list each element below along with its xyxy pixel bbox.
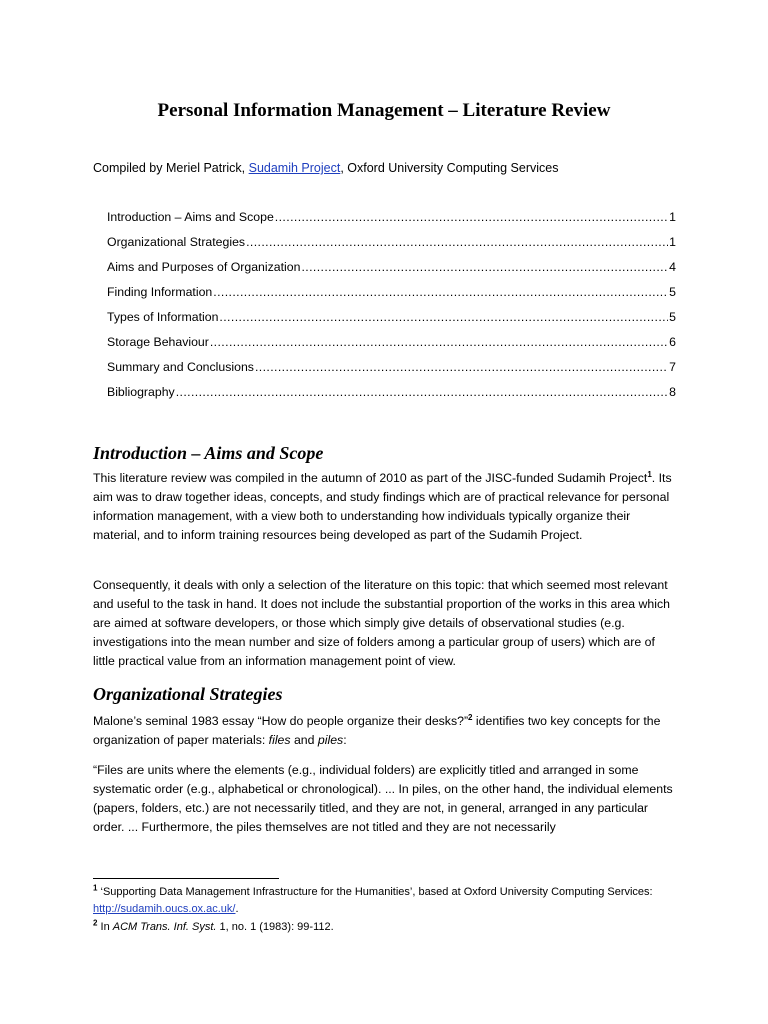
toc-page-number: 1 [669,210,676,224]
toc-entry-aims-and-purposes[interactable] [107,260,676,285]
toc-leader [246,235,668,249]
toc-label: Summary and Conclusions [107,360,254,374]
toc-page-number: 6 [669,335,676,349]
sudamih-url-link[interactable]: http://sudamih.oucs.ox.ac.uk/ [93,903,236,915]
footnote-ref-2[interactable]: 2 [468,712,473,722]
compiled-prefix: Compiled by Meriel Patrick, [93,161,249,175]
intro-p1-text: This literature review was compiled in the autumn of 2010 as part of the JISC-funded Sudamih Project [93,471,648,485]
intro-p1-text-cont: . Its aim was to draw together ideas, concepts, and study findings which are of practical relevance for personal information management, with a view both to understanding how individuals typically organize their material, and to inform training resources being developed as part of the Sudamih Project. [93,471,672,542]
toc-label: Aims and Purposes of Organization [107,260,301,274]
term-piles: piles [317,733,344,747]
footnote-1-text: ‘Supporting Data Management Infrastructure for the Humanities’, based at Oxford University Computing Services: [97,886,653,898]
footnote-1-number: 1 [93,883,98,893]
toc-page-number: 5 [669,310,676,324]
toc-page-number: 4 [669,260,676,274]
toc-leader [176,385,668,399]
org-p1-text-cont: identifies two key concepts for the organization of paper materials: [93,714,661,747]
toc-label: Finding Information [107,285,213,299]
toc-label: Storage Behaviour [107,335,209,349]
term-files: files [268,733,291,747]
footnote-2-journal: ACM Trans. Inf. Syst. [112,921,217,933]
toc-leader [275,210,668,224]
footnote-1 [93,884,683,918]
intro-paragraph-1 [93,469,676,545]
footnote-separator [93,878,279,879]
toc-leader [213,285,668,299]
org-p1-and: and [290,733,318,747]
toc-label: Organizational Strategies [107,235,246,249]
toc-page-number: 8 [669,385,676,399]
footnote-ref-1[interactable]: 1 [647,469,652,479]
compiled-suffix: , Oxford University Computing Services [340,161,559,175]
toc-leader [210,335,668,349]
toc-entry-types-of-information[interactable] [107,310,676,335]
toc-label: Bibliography [107,385,175,399]
toc-leader [219,310,668,324]
sudamih-project-link[interactable]: Sudamih Project [248,161,341,175]
toc-page-number: 5 [669,285,676,299]
toc-entry-finding-information[interactable] [107,285,676,310]
footnote-2-post: 1, no. 1 (1983): 99-112. [216,921,334,933]
document-title: Personal Information Management – Literature Review [157,100,611,121]
footnote-1-end: . [235,903,239,915]
toc-entry-organizational-strategies[interactable] [107,235,676,260]
toc-page-number: 7 [669,360,676,374]
footnote-2-pre: In [97,921,113,933]
toc-label: Types of Information [107,310,219,324]
section-heading-introduction: Introduction – Aims and Scope [93,443,324,463]
section-heading-organizational-strategies: Organizational Strategies [93,684,283,704]
toc-entry-introduction[interactable] [107,210,676,235]
org-quote-paragraph: “Files are units where the elements (e.g., individual folders) are explicitly titled and arranged in some systematic order (e.g., alphabetical or chronological). ... In piles, on the other hand, the individual elements (papers, folders, etc.) are not necessarily titled, and they are not, in general, arranged in any particular order. ... Furthermore, the piles themselves are not titled and they are not necessarily [93,763,673,834]
toc-leader [255,360,668,374]
toc-page-number: 1 [669,235,676,249]
compiled-by-line [93,161,558,175]
intro-paragraph-2: Consequently, it deals with only a selection of the literature on this topic: that which seemed most relevant and useful to the task in hand. It does not include the substantial proportion of the works in this area which are aimed at software developers, or those which simply give details of observational studies (e.g. investigations into the mean number and size of folders among a particular group of users) which are of little practical value from an information management point of view. [93,578,670,668]
org-paragraph-1 [93,712,676,750]
toc-label: Introduction – Aims and Scope [107,210,274,224]
footnote-2-number: 2 [93,918,98,928]
table-of-contents [107,210,676,410]
org-p1-end: : [343,733,347,747]
toc-entry-bibliography[interactable] [107,385,676,410]
toc-entry-storage-behaviour[interactable] [107,335,676,360]
toc-leader [301,260,668,274]
toc-entry-summary-and-conclusions[interactable] [107,360,676,385]
org-p1-text: Malone’s seminal 1983 essay “How do people organize their desks?” [93,714,469,728]
footnote-2 [93,919,683,936]
